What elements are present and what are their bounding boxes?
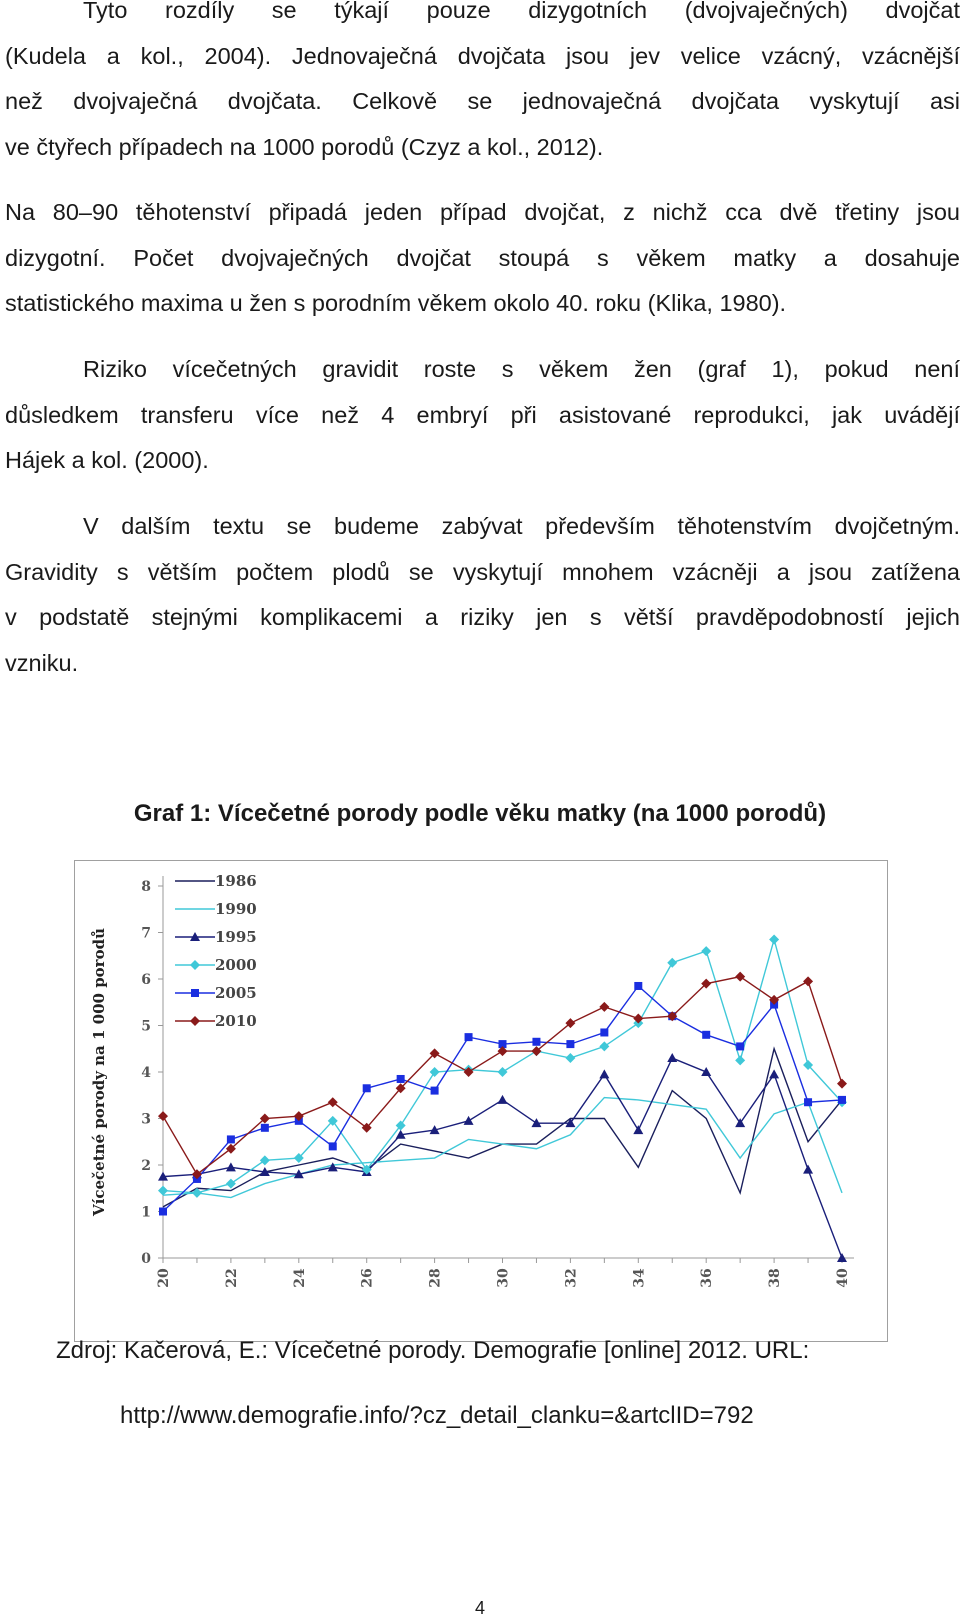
data-point-2005	[532, 1038, 540, 1046]
text-line: důsledkem transferu více než 4 embryí při asistované reprodukci, jak uvádějí	[5, 401, 960, 428]
x-tick-label: 32	[563, 1268, 580, 1288]
chart-title: Graf 1: Vícečetné porody podle věku matky (na 1000 porodů)	[133, 800, 827, 827]
legend-marker-2010	[190, 1016, 200, 1026]
data-point-1995	[735, 1118, 745, 1127]
data-point-2005	[736, 1042, 744, 1050]
y-axis-label: Vícečetné porody na 1 000 porodů	[90, 928, 108, 1216]
text-line: vzniku.	[5, 649, 79, 676]
x-tick-label: 30	[495, 1268, 512, 1288]
data-point-2010	[158, 1111, 168, 1121]
page-number: 4	[474, 1598, 485, 1618]
paragraph-1	[5, 0, 960, 170]
data-point-1995	[769, 1069, 779, 1078]
text-line: (Kudela a kol., 2004). Jednovaječná dvojčata jsou jev velice vzácný, vzácnější	[5, 42, 960, 69]
y-tick-label: 3	[141, 1111, 151, 1128]
data-point-1995	[803, 1165, 813, 1174]
text-line: než dvojvaječná dvojčata. Celkově se jednovaječná dvojčata vyskytují asi	[5, 88, 960, 114]
text-line: v podstatě stejnými komplikacemi a riziky jen s větší pravděpodobností jejich	[5, 604, 960, 630]
data-point-2000	[430, 1067, 440, 1077]
data-point-2010	[803, 976, 813, 986]
data-point-2005	[159, 1208, 167, 1216]
x-tick-label: 28	[427, 1268, 444, 1288]
legend-marker-2000	[190, 960, 200, 970]
data-point-2000	[260, 1155, 270, 1165]
y-tick-label: 7	[141, 925, 151, 942]
data-point-1995	[226, 1162, 236, 1171]
source-citation: Zdroj: Kačerová, E.: Vícečetné porody. Demografie [online] 2012. URL:	[56, 1337, 810, 1364]
legend-marker-2005	[191, 989, 199, 997]
data-point-2000	[158, 1186, 168, 1196]
x-tick-label: 36	[699, 1268, 716, 1288]
data-point-2005	[397, 1075, 405, 1083]
data-point-1995	[328, 1162, 338, 1171]
data-point-2000	[735, 1055, 745, 1065]
data-point-1995	[498, 1095, 508, 1104]
data-point-2005	[227, 1135, 235, 1143]
legend-label: 2005	[215, 984, 257, 1002]
chart-svg	[75, 861, 887, 1341]
series-line-1990	[163, 1098, 842, 1198]
text-line: V dalším textu se budeme zabývat především těhotenstvím dvojčetným.	[83, 513, 960, 539]
data-point-2005	[600, 1028, 608, 1036]
text-line: dizygotní. Počet dvojvaječných dvojčat stoupá s věkem matky a dosahuje	[5, 244, 960, 271]
x-tick-label: 26	[359, 1268, 376, 1288]
x-tick-label: 40	[835, 1268, 851, 1288]
text-line: statistického maxima u žen s porodním věkem okolo 40. roku (Klika, 1980).	[5, 290, 787, 316]
data-point-2000	[769, 934, 779, 944]
data-point-2005	[804, 1098, 812, 1106]
data-point-2000	[565, 1053, 575, 1063]
x-tick-label: 22	[223, 1268, 240, 1288]
paragraph-3	[5, 347, 960, 484]
data-point-2000	[498, 1067, 508, 1077]
y-tick-label: 4	[141, 1065, 151, 1081]
text-line: ve čtyřech případech na 1000 porodů (Czyz a kol., 2012).	[5, 133, 604, 160]
data-point-1995	[599, 1069, 609, 1078]
data-point-2000	[599, 1041, 609, 1051]
x-tick-label: 34	[631, 1268, 648, 1288]
data-point-2000	[701, 946, 711, 956]
data-point-2005	[363, 1084, 371, 1092]
x-tick-label: 24	[291, 1268, 308, 1288]
data-point-2000	[226, 1179, 236, 1189]
y-tick-label: 5	[141, 1018, 151, 1035]
data-point-2005	[702, 1031, 710, 1039]
data-point-2010	[837, 1079, 847, 1089]
legend-label: 1995	[215, 928, 257, 946]
data-point-2005	[465, 1033, 473, 1041]
text-line: Tyto rozdíly se týkají pouze dizygotních (dvojvaječných) dvojčat	[83, 0, 960, 23]
data-point-2005	[566, 1040, 574, 1048]
x-tick-label: 20	[156, 1268, 172, 1288]
text-line: Riziko vícečetných gravidit roste s věkem žen (graf 1), pokud není	[83, 356, 960, 382]
text-line: Hájek a kol. (2000).	[5, 447, 209, 473]
paragraph-2	[5, 190, 960, 327]
data-point-2005	[329, 1142, 337, 1150]
data-point-1995	[633, 1125, 643, 1134]
data-point-2005	[261, 1124, 269, 1132]
chart	[74, 860, 888, 1342]
paragraph-4	[5, 504, 960, 686]
y-tick-label: 8	[141, 879, 151, 895]
source-url: http://www.demografie.info/?cz_detail_clanku=&artclID=792	[120, 1402, 754, 1429]
data-point-2005	[634, 982, 642, 990]
text-line: Gravidity s větším počtem plodů se vyskytují mnohem vzácněji a jsou zatížena	[5, 558, 960, 585]
data-point-2005	[431, 1087, 439, 1095]
y-tick-label: 1	[141, 1204, 151, 1221]
text-line: Na 80–90 těhotenství připadá jeden případ dvojčat, z nichž cca dvě třetiny jsou	[5, 199, 960, 225]
legend-label: 1986	[215, 872, 257, 890]
x-tick-label: 38	[767, 1268, 784, 1288]
y-tick-label: 2	[141, 1158, 151, 1174]
data-point-2005	[838, 1096, 846, 1104]
data-point-2010	[735, 972, 745, 982]
legend-label: 2010	[215, 1012, 257, 1030]
data-point-1995	[667, 1053, 677, 1062]
legend-label: 2000	[215, 956, 257, 974]
data-point-1995	[464, 1116, 474, 1125]
data-point-1995	[701, 1067, 711, 1076]
data-point-2000	[667, 958, 677, 968]
legend-label: 1990	[215, 900, 257, 918]
y-tick-label: 0	[141, 1251, 151, 1267]
data-point-2010	[599, 1002, 609, 1012]
y-tick-label: 6	[141, 972, 151, 988]
